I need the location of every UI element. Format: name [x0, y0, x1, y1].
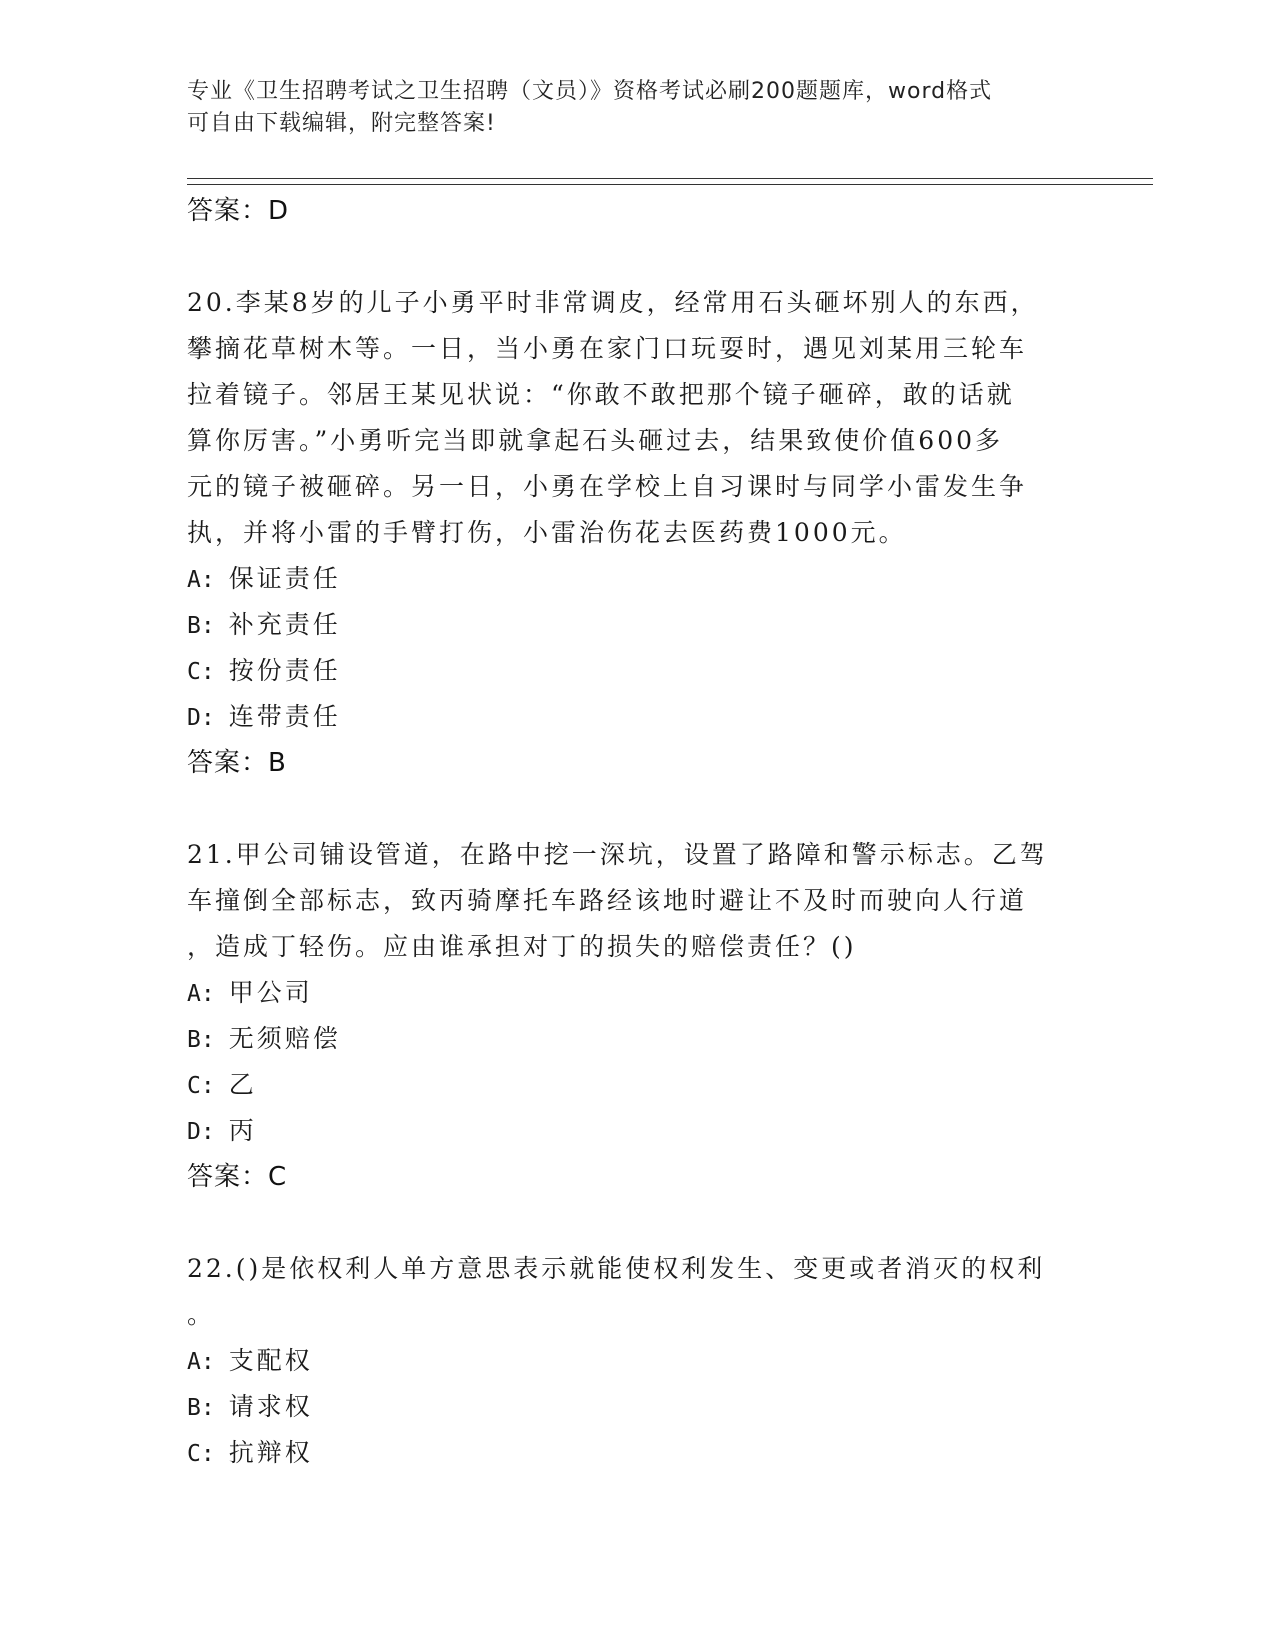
question-text-line: 算你厉害。”小勇听完当即就拿起石头砸过去，结果致使价值600多 [187, 426, 1004, 455]
option-text: 保证责任 [228, 564, 341, 593]
question-text-line: 攀摘花草树木等。一日，当小勇在家门口玩耍时，遇见刘某用三轮车 [187, 334, 1028, 363]
option-d [187, 1108, 1087, 1154]
option-text: 按份责任 [228, 656, 341, 685]
option-letter: C: [187, 1073, 215, 1099]
question-20 [187, 280, 1087, 786]
option-letter: C: [187, 659, 215, 685]
option-letter: B: [187, 1027, 215, 1053]
question-text-line: ，造成丁轻伤。应由谁承担对丁的损失的赔偿责任？() [187, 932, 857, 961]
header-divider-top [187, 178, 1153, 179]
header-line-1: 专业《卫生招聘考试之卫生招聘（文员）》资格考试必刷200题题库，word格式 [187, 79, 993, 104]
option-c [187, 1062, 1087, 1108]
previous-answer: 答案：D [187, 196, 290, 226]
option-letter: B: [187, 613, 215, 639]
question-text-line: 。 [187, 1300, 216, 1329]
question-text-line: 20.李某8岁的儿子小勇平时非常调皮，经常用石头砸坏别人的东西， [187, 288, 1039, 317]
option-text: 无须赔偿 [228, 1024, 341, 1053]
header-divider-bottom [187, 184, 1153, 185]
question-text-line: 22.()是依权利人单方意思表示就能使权利发生、变更或者消灭的权利 [187, 1254, 1046, 1283]
option-a [187, 556, 1087, 602]
option-a [187, 970, 1087, 1016]
option-letter: D: [187, 705, 215, 731]
page-header [187, 76, 1067, 140]
option-text: 抗辩权 [228, 1438, 313, 1467]
option-c [187, 1430, 1087, 1476]
option-b [187, 1384, 1087, 1430]
spacer [187, 786, 1087, 832]
spacer [187, 234, 1087, 280]
option-text: 补充责任 [228, 610, 341, 639]
question-21 [187, 832, 1087, 1200]
option-b [187, 1016, 1087, 1062]
question-22 [187, 1246, 1087, 1476]
header-line-2: 可自由下载编辑，附完整答案! [187, 111, 496, 136]
question-text-line: 执，并将小雷的手臂打伤，小雷治伤花去医药费1000元。 [187, 518, 907, 547]
answer-label: 答案：B [187, 748, 287, 778]
option-text: 连带责任 [228, 702, 341, 731]
option-a [187, 1338, 1087, 1384]
option-text: 支配权 [228, 1346, 313, 1375]
option-text: 请求权 [228, 1392, 313, 1421]
answer-label: 答案：C [187, 1162, 288, 1192]
question-text-line: 21.甲公司铺设管道，在路中挖一深坑，设置了路障和警示标志。乙驾 [187, 840, 1048, 869]
question-text-line: 车撞倒全部标志，致丙骑摩托车路经该地时避让不及时而驶向人行道 [187, 886, 1028, 915]
option-text: 乙 [228, 1070, 257, 1099]
option-text: 甲公司 [228, 978, 313, 1007]
question-text-line: 元的镜子被砸碎。另一日，小勇在学校上自习课时与同学小雷发生争 [187, 472, 1028, 501]
option-text: 丙 [228, 1116, 257, 1145]
spacer [187, 1200, 1087, 1246]
option-b [187, 602, 1087, 648]
option-letter: A: [187, 981, 215, 1007]
question-content [187, 188, 1087, 1476]
option-letter: A: [187, 1349, 215, 1375]
question-text-line: 拉着镜子。邻居王某见状说：“你敢不敢把那个镜子砸碎，敢的话就 [187, 380, 1015, 409]
option-letter: B: [187, 1395, 215, 1421]
option-letter: D: [187, 1119, 215, 1145]
option-letter: C: [187, 1441, 215, 1467]
option-d [187, 694, 1087, 740]
option-c [187, 648, 1087, 694]
option-letter: A: [187, 567, 215, 593]
